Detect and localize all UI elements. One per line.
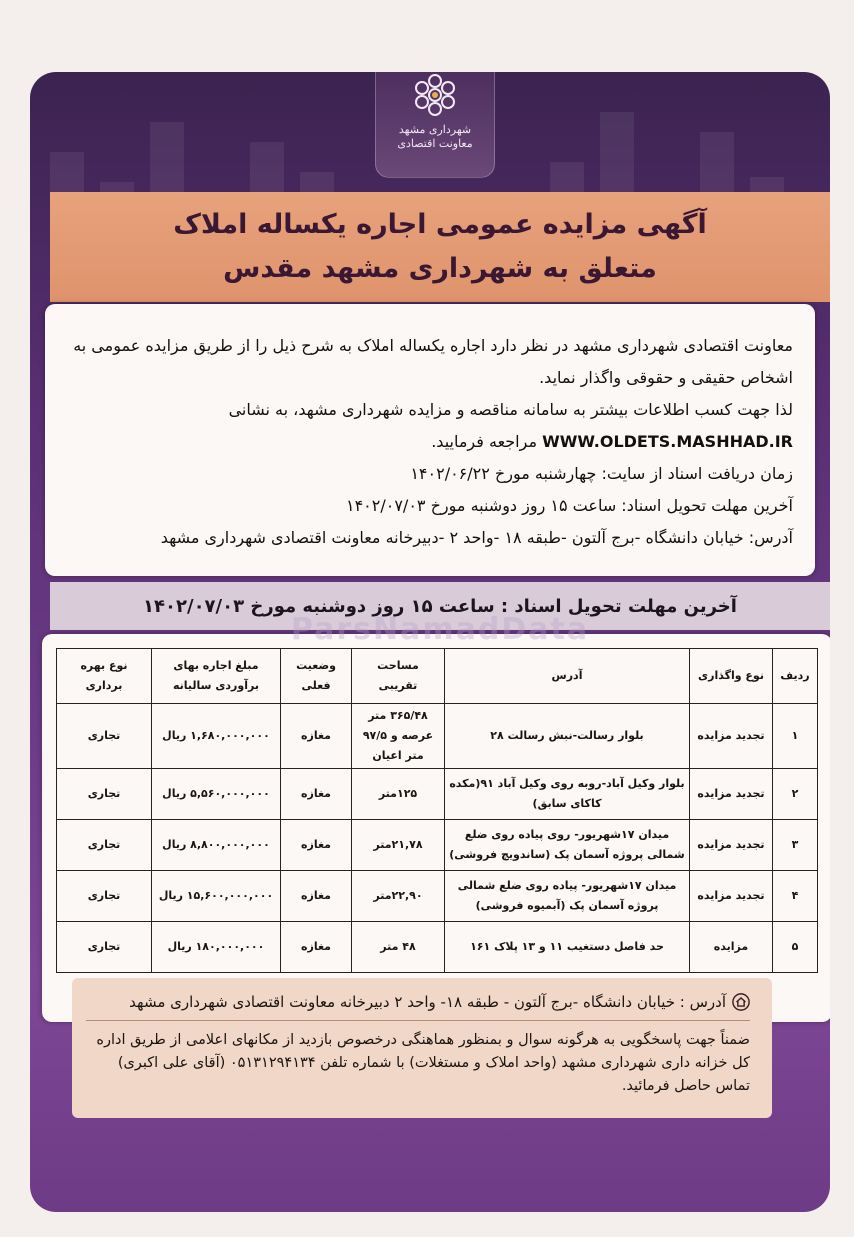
logo-emblem-icon (411, 72, 459, 119)
footer-address: آدرس : خیابان دانشگاه -برج آلتون - طبقه ۱۸- واحد ۲ دبیرخانه معاونت اقتصادی شهرداری مشهد (129, 993, 726, 1011)
footer-contact-box (72, 978, 772, 1118)
cell-address: میدان ۱۷شهریور- روی پیاده روی ضلع شمالی پروژه آسمان پک (ساندویچ فروشی) (445, 820, 690, 871)
cell-area: ۲۱,۷۸متر (352, 820, 445, 871)
cell-address: بلوار وکیل آباد-روبه روی وکیل آباد ۹۱(مکده کاکای سابق) (445, 769, 690, 820)
cell-assignment-type: تجدید مزایده (690, 820, 773, 871)
header-address: آدرس (445, 649, 690, 704)
header-area: مساحت تقریبی (352, 649, 445, 704)
table-row (57, 871, 818, 922)
cell-assignment-type: تجدید مزایده (690, 871, 773, 922)
home-icon (732, 993, 750, 1011)
deadline-band (50, 582, 830, 630)
logo-text-line2: معاونت اقتصادی (397, 137, 473, 150)
doc-deadline: آخرین مهلت تحویل اسناد: ساعت ۱۵ روز دوشنبه مورخ ۱۴۰۲/۰۷/۰۳ (345, 496, 793, 515)
info-paragraph (67, 394, 793, 458)
cell-address: میدان ۱۷شهریور- پیاده روی ضلع شمالی پروژه آسمان پک (آبمیوه فروشی) (445, 871, 690, 922)
properties-table-box (42, 634, 830, 1022)
cell-address: بلوار رسالت-نبش رسالت ۲۸ (445, 704, 690, 769)
cell-row-number: ۴ (773, 871, 818, 922)
cell-row-number: ۲ (773, 769, 818, 820)
watermark: ParsNamadData (290, 612, 590, 647)
office-address: آدرس: خیابان دانشگاه -برج آلتون -طبقه ۱۸ -واحد ۲ -دبیرخانه معاونت اقتصادی شهرداری مشهد (160, 528, 793, 547)
properties-table (56, 648, 818, 973)
cell-status: مغازه (281, 871, 352, 922)
municipality-logo (375, 72, 495, 178)
title-line1: آگهی مزایده عمومی اجاره یکساله املاک (173, 209, 707, 240)
cell-assignment-type: مزایده (690, 922, 773, 973)
header-use-type: نوع بهره برداری (57, 649, 152, 704)
table-row (57, 769, 818, 820)
title-line2: متعلق به شهرداری مشهد مقدس (223, 253, 657, 284)
announcement-body (45, 304, 815, 576)
cell-status: مغازه (281, 922, 352, 973)
cell-price: ۱,۶۸۰,۰۰۰,۰۰۰ ریال (152, 704, 281, 769)
cell-row-number: ۵ (773, 922, 818, 973)
cell-use-type: تجاری (57, 769, 152, 820)
cell-area: ۲۲,۹۰متر (352, 871, 445, 922)
cell-price: ۵,۵۶۰,۰۰۰,۰۰۰ ریال (152, 769, 281, 820)
info-prefix: لذا جهت کسب اطلاعات بیشتر به سامانه مناقصه و مزایده شهرداری مشهد، به نشانی (228, 400, 793, 419)
cell-price: ۱۸۰,۰۰۰,۰۰۰ ریال (152, 922, 281, 973)
logo-text-line1: شهرداری مشهد (398, 123, 472, 136)
cell-area: ۱۲۵متر (352, 769, 445, 820)
cell-address: حد فاصل دستغیب ۱۱ و ۱۳ پلاک ۱۶۱ (445, 922, 690, 973)
title-band (50, 192, 830, 302)
cell-use-type: تجاری (57, 704, 152, 769)
cell-price: ۱۵,۶۰۰,۰۰۰,۰۰۰ ریال (152, 871, 281, 922)
deadline-band-text: آخرین مهلت تحویل اسناد : ساعت ۱۵ روز دوشنبه مورخ ۱۴۰۲/۰۷/۰۳ (143, 595, 737, 617)
cell-use-type: تجاری (57, 820, 152, 871)
footer-divider (86, 1020, 750, 1021)
cell-row-number: ۳ (773, 820, 818, 871)
cell-row-number: ۱ (773, 704, 818, 769)
header-row-number: ردیف (773, 649, 818, 704)
footer-address-line (86, 990, 750, 1014)
header-status: وضعیت فعلی (281, 649, 352, 704)
cell-status: مغازه (281, 704, 352, 769)
cell-status: مغازه (281, 820, 352, 871)
table-row (57, 704, 818, 769)
cell-assignment-type: تجدید مزایده (690, 704, 773, 769)
header-price: مبلغ اجاره بهای برآوردی سالیانه (152, 649, 281, 704)
footer-note: ضمناً جهت پاسخگویی به هرگونه سوال و بمنظور هماهنگی درخصوص بازدید از مکانهای اعلامی از طریق اداره کل خزانه داری شهرداری مشهد (واحد املاک و مستغلات) با شماره تلفن ۰۵۱۳۱۲۹۴۱۳۴ (آقای علی اکبری) تماس حاصل فرمائید. (96, 1032, 750, 1094)
cell-price: ۸,۸۰۰,۰۰۰,۰۰۰ ریال (152, 820, 281, 871)
cell-area: ۴۸ متر (352, 922, 445, 973)
intro-paragraph: معاونت اقتصادی شهرداری مشهد در نظر دارد اجاره یکساله املاک به شرح ذیل را از طریق مزایده عمومی به اشخاص حقیقی و حقوقی واگذار نماید. (73, 336, 793, 387)
table-row (57, 820, 818, 871)
cell-status: مغازه (281, 769, 352, 820)
table-header-row (57, 649, 818, 704)
cell-use-type: تجاری (57, 922, 152, 973)
info-suffix: مراجعه فرمایید. (431, 432, 538, 451)
header-assignment-type: نوع واگذاری (690, 649, 773, 704)
doc-receive-time: زمان دریافت اسناد از سایت: چهارشنبه مورخ ۱۴۰۲/۰۶/۲۲ (410, 464, 793, 483)
cell-area: ۳۶۵/۴۸ متر عرصه و ۹۷/۵ متر اعیان (352, 704, 445, 769)
cell-assignment-type: تجدید مزایده (690, 769, 773, 820)
table-row (57, 922, 818, 973)
cell-use-type: تجاری (57, 871, 152, 922)
website-url[interactable]: WWW.OLDETS.MASHHAD.IR (542, 432, 793, 451)
